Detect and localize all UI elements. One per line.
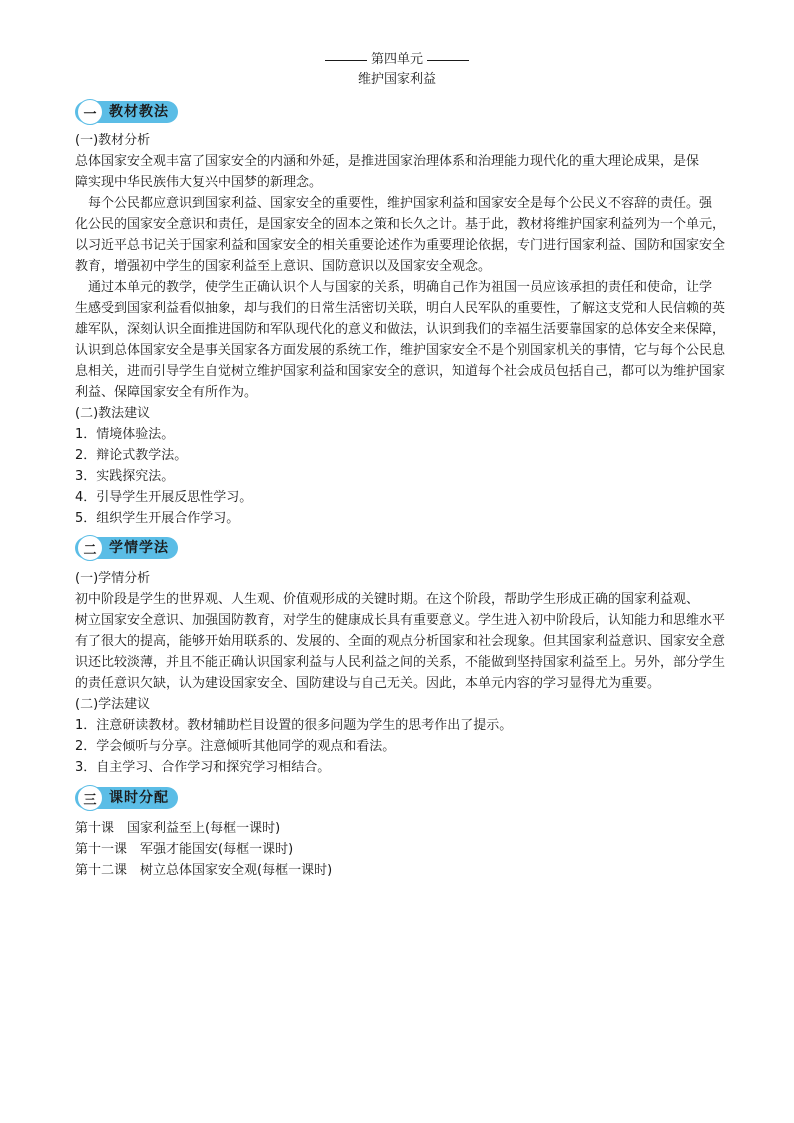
paragraph-line: 化公民的国家安全意识和责任，是国家安全的固本之策和长久之计。基于此，教材将维护国家利益列为一个单元， xyxy=(75,217,726,232)
paragraph-line: 生感受到国家利益看似抽象，却与我们的日常生活密切关联，明白人民军队的重要性，了解这支党和人民信赖的英 xyxy=(75,301,726,316)
paragraph-line: 雄军队，深刻认识全面推进国防和军队现代化的意义和做法，认识到我们的幸福生活要靠国家的总体安全来保障， xyxy=(75,322,726,337)
unit-label: 第四单元 xyxy=(370,52,423,67)
list-item: 5．组织学生开展合作学习。 xyxy=(75,511,240,526)
paragraph-line: 利益、保障国家安全有所作为。 xyxy=(75,385,258,400)
paragraph-line: 树立国家安全意识、加强国防教育，对学生的健康成长具有重要意义。学生进入初中阶段后，认知能力和思维水平 xyxy=(75,613,726,628)
list-item: 第十二课 树立总体国家安全观(每框一课时) xyxy=(75,863,333,878)
paragraph-line: 总体国家安全观丰富了国家安全的内涵和外延，是推进国家治理体系和治理能力现代化的重大理论成果，是保 xyxy=(75,154,700,169)
paragraph-line: 识还比较淡薄，并且不能正确认识国家利益与人民利益之间的关系，不能做到坚持国家利益至上。另外，部分学生 xyxy=(75,655,726,670)
section-title: 教材教法 xyxy=(109,104,169,120)
section-heading-3 xyxy=(75,785,185,811)
list-item: 2．辩论式教学法。 xyxy=(75,448,188,463)
list-item: 1．注意研读教材。教材辅助栏目设置的很多问题为学生的思考作出了提示。 xyxy=(75,718,513,733)
list-item: 3．实践探究法。 xyxy=(75,469,175,484)
paragraph-line: 障实现中华民族伟大复兴中国梦的新理念。 xyxy=(75,175,323,190)
list-item: 3．自主学习、合作学习和探究学习相结合。 xyxy=(75,760,331,775)
section-number: 二 xyxy=(77,535,103,561)
rule-left xyxy=(325,60,367,61)
list-item: 2．学会倾听与分享。注意倾听其他同学的观点和看法。 xyxy=(75,739,396,754)
paragraph-line: 每个公民都应意识到国家利益、国家安全的重要性，维护国家利益和国家安全是每个公民义不容辞的责任。强 xyxy=(88,196,713,211)
section-number: 三 xyxy=(77,785,103,811)
paragraph-line: 以习近平总书记关于国家利益和国家安全的相关重要论述作为重要理论依据，专门进行国家利益、国防和国家安全 xyxy=(75,238,726,253)
section-heading-2 xyxy=(75,535,185,561)
section-title: 学情学法 xyxy=(109,540,169,556)
paragraph-line: 初中阶段是学生的世界观、人生观、价值观形成的关键时期。在这个阶段，帮助学生形成正确的国家利益观、 xyxy=(75,592,700,607)
list-item: 第十一课 军强才能国安(每框一课时) xyxy=(75,842,294,857)
list-item: 第十课 国家利益至上(每框一课时) xyxy=(75,821,281,836)
subheading: (一)学情分析 xyxy=(75,571,151,586)
unit-title: 维护国家利益 xyxy=(357,72,436,87)
unit-heading xyxy=(0,52,794,68)
subheading: (一)教材分析 xyxy=(75,133,151,148)
paragraph-line: 的责任意识欠缺，认为建设国家安全、国防建设与自己无关。因此，本单元内容的学习显得尤为重要。 xyxy=(75,676,661,691)
subheading: (二)教法建议 xyxy=(75,406,151,421)
section-number: 一 xyxy=(77,99,103,125)
list-item: 4．引导学生开展反思性学习。 xyxy=(75,490,253,505)
subheading: (二)学法建议 xyxy=(75,697,151,712)
paragraph-line: 通过本单元的教学，使学生正确认识个人与国家的关系，明确自己作为祖国一员应该承担的责任和使命，让学 xyxy=(88,280,713,295)
list-item: 1．情境体验法。 xyxy=(75,427,175,442)
section-title: 课时分配 xyxy=(109,790,169,806)
section-heading-1 xyxy=(75,99,185,125)
paragraph-line: 息相关，进而引导学生自觉树立维护国家利益和国家安全的意识，知道每个社会成员包括自己，都可以为维护国家 xyxy=(75,364,726,379)
paragraph-line: 教育，增强初中学生的国家利益至上意识、国防意识以及国家安全观念。 xyxy=(75,259,492,274)
rule-right xyxy=(427,60,469,61)
paragraph-line: 认识到总体国家安全是事关国家各方面发展的系统工作，维护国家安全不是个别国家机关的事情，它与每个公民息 xyxy=(75,343,726,358)
paragraph-line: 有了很大的提高，能够开始用联系的、发展的、全面的观点分析国家和社会现象。但其国家利益意识、国家安全意 xyxy=(75,634,726,649)
